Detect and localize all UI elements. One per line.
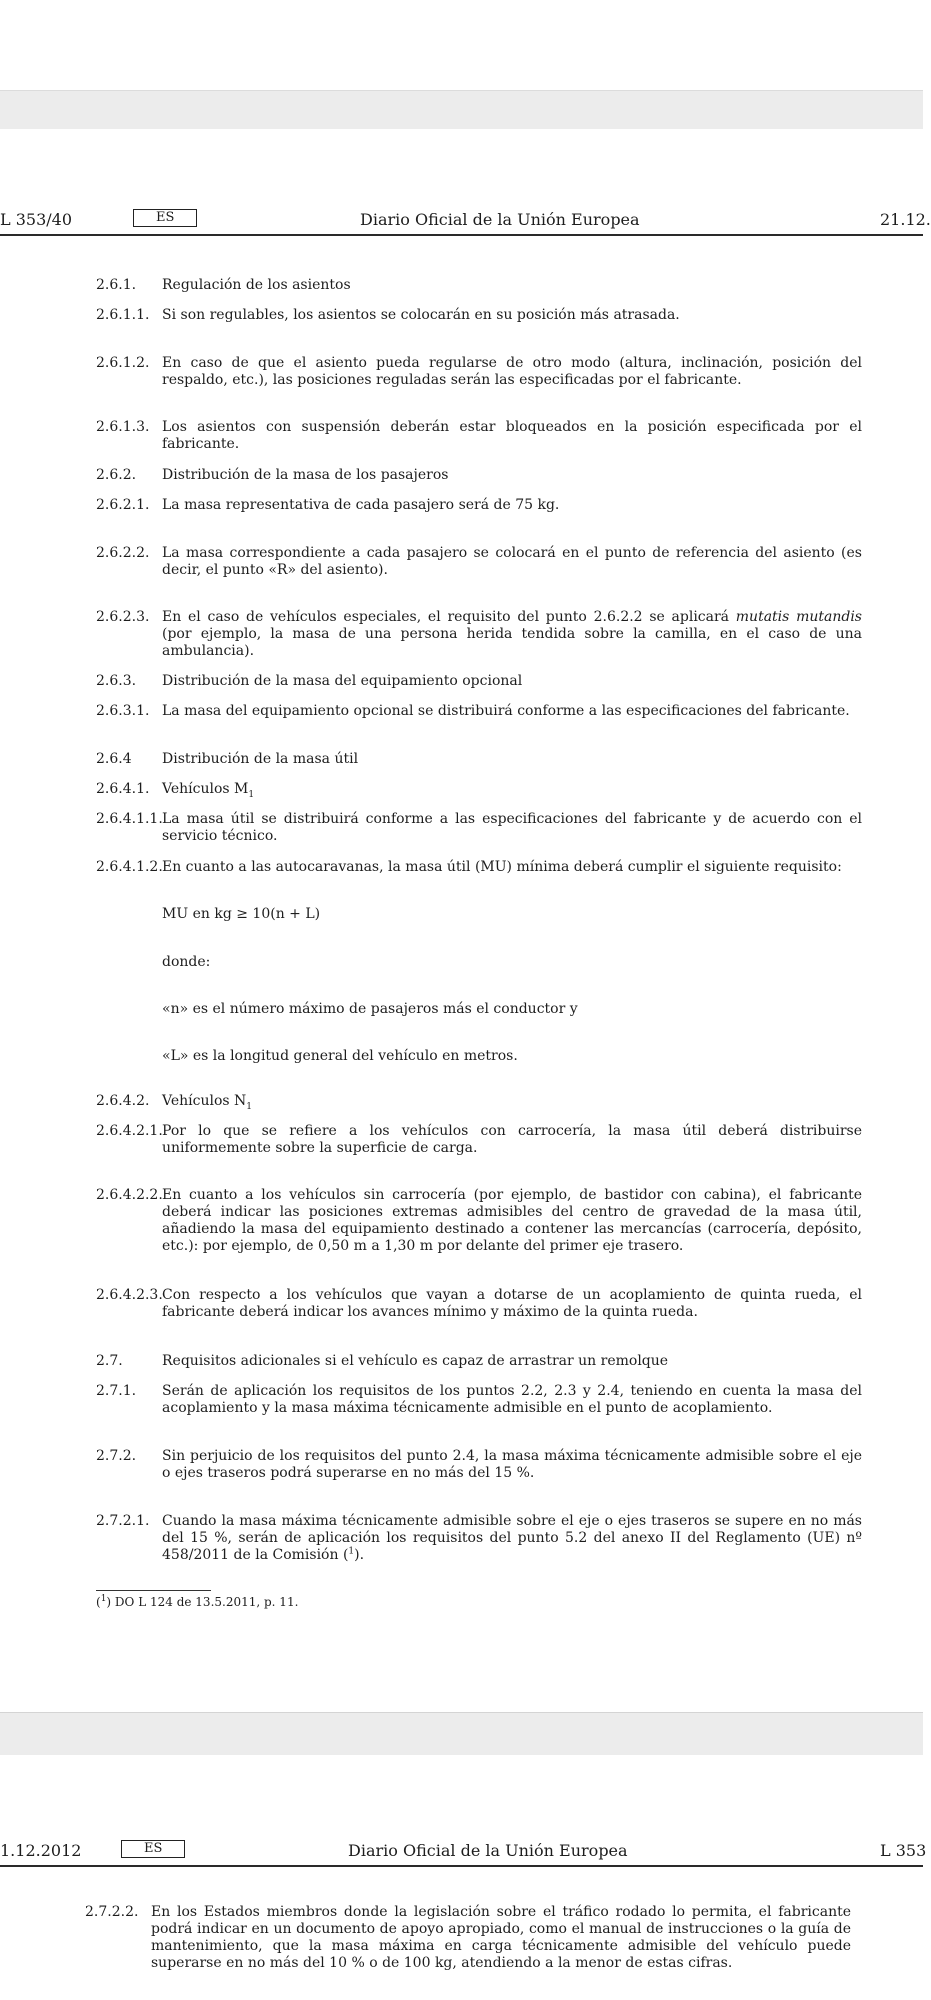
formula: MU en kg ≥ 10(n + L) [162, 906, 321, 922]
journal-title: Diario Oficial de la Unión Europea [348, 1841, 628, 1860]
publication-date: 1.12.2012 [0, 1841, 82, 1860]
footnote: ($^1$) DO L 124 de 13.5.2011, p. 11. [96, 1594, 299, 1609]
page-header [0, 204, 931, 234]
page-gap-top [0, 90, 923, 129]
header-rule [0, 1865, 923, 1867]
document-page-2: 1.12.2012 ES Diario Oficial de la Unión Europea L 353 2.7.2.2. En los Estados miembros donde la legislación sobre el tráfico rodado lo permita, el fabricante podrá indicar en un documento de apoyo apropiado, como el manual de instrucciones o la guía de mantenimiento, que la masa máxima en carga técnicamente admisible del vehículo puede superarse en no más del 10 % o de 100 kg, atendiendo a la menor de estas cifras. [0, 1755, 923, 2000]
footnote-rule [96, 1590, 211, 1591]
language-badge: ES [121, 1840, 185, 1858]
definition-l: «L» es la longitud general del vehículo en metros. [162, 1048, 518, 1064]
page-reference: L 353/40 [0, 210, 72, 229]
header-rule [0, 234, 923, 236]
definition-n: «n» es el número máximo de pasajeros más el conductor y [162, 1001, 578, 1017]
footnote-reference[interactable]: 1 [348, 1546, 355, 1557]
page-header [0, 1835, 927, 1865]
page-gap-bottom [0, 1712, 923, 1756]
formula-where: donde: [162, 954, 211, 970]
publication-date: 21.12. [880, 210, 931, 229]
page-reference: L 353 [880, 1841, 927, 1860]
language-badge: ES [133, 209, 197, 227]
document-page-1: L 353/40 ES Diario Oficial de la Unión Europea 21.12. 2.6.1. Regulación de los asientos 2.6.1.1. Si son regulables, los asientos se colocarán en su posición más atrasada. 2.6.1.2. En caso de que el asiento pueda regularse de otro modo (altura, inclinación, posición del respaldo, etc.), las posiciones reguladas serán las especificadas por el fabricante. 2.6.1.3. Los asientos con suspensión deberán estar bloqueados en la posición especificada por el fabricante. 2.6.2. Distribución de la masa de los pasajeros 2.6.2.1. La masa representativa de cada pasajero será de 75 kg. 2.6.2.2. La masa correspondiente a cada pasajero se colocará en el punto de referencia del asiento (es decir, el punto «R» del asiento). 2.6.2.3. En el caso de vehículos especiales, el requisito del punto 2.6.2.2 se aplicará mutatis mutandis (por ejemplo, la masa de una persona herida tendida sobre la camilla, en el caso de una ambulancia). 2.6.3. Distribución de la masa del equipamiento opcional 2.6.3.1. La masa del equipamiento opcional se distribuirá conforme a las especificaciones del fabricante. 2.6.4 Distribución de la masa útil 2.6.4.1. Vehículos $M_1$ 2.6.4.1.1. La masa útil se distribuirá conforme a las especificaciones del fabricante y de acuerdo con el servicio técnico. 2.6.4.1.2. En cuanto a las autocaravanas, la masa útil (MU) mínima deberá cumplir el siguiente requisito: MU en kg ≥ 10(n + L) donde: «n» es el número máximo de pasajeros más el conductor y «L» es la longitud general del vehículo en metros. 2.6.4.2. Vehículos $N_1$ 2.6.4.2.1. Por lo que se refiere a los vehículos con carrocería, la masa útil deberá distribuirse uniformemente sobre la superficie de carga. 2.6.4.2.2. En cuanto a los vehículos sin carrocería (por ejemplo, de bastidor con cabina), el fabricante deberá indicar las posiciones extremas admisibles del centro de gravedad de la masa útil, añadiendo la masa del equipamiento destinado a contener las mercancías (carrocería, depósito, etc.): por ejemplo, de 0,50 m a 1,30 m por delante del primer eje trasero. 2.6.4.2.3. Con respecto a los vehículos que vayan a dotarse de un acoplamiento de quinta rueda, el fabricante deberá indicar los avances mínimo y máximo de la quinta rueda. 2.7. Requisitos adicionales si el vehículo es capaz de arrastrar un remolque 2.7.1. Serán de aplicación los requisitos de los puntos 2.2, 2.3 y 2.4, teniendo en cuenta la masa del acoplamiento y la masa máxima técnicamente admisible en el punto de acoplamiento. 2.7.2. Sin perjuicio de los requisitos del punto 2.4, la masa máxima técnicamente admisible sobre el eje o ejes traseros podrá superarse en no más del 15 %. 2.7.2.1. Cuando la masa máxima técnicamente admisible sobre el eje o ejes traseros se supere en no más del 15 %, serán de aplicación los requisitos del punto 5.2 del anexo II del Reglamento (UE) nº 458/2011 de la Comisión ($^1$). ($^1$) DO L 124 de 13.5.2011, p. 11. [0, 129, 923, 1711]
journal-title: Diario Oficial de la Unión Europea [360, 210, 640, 229]
